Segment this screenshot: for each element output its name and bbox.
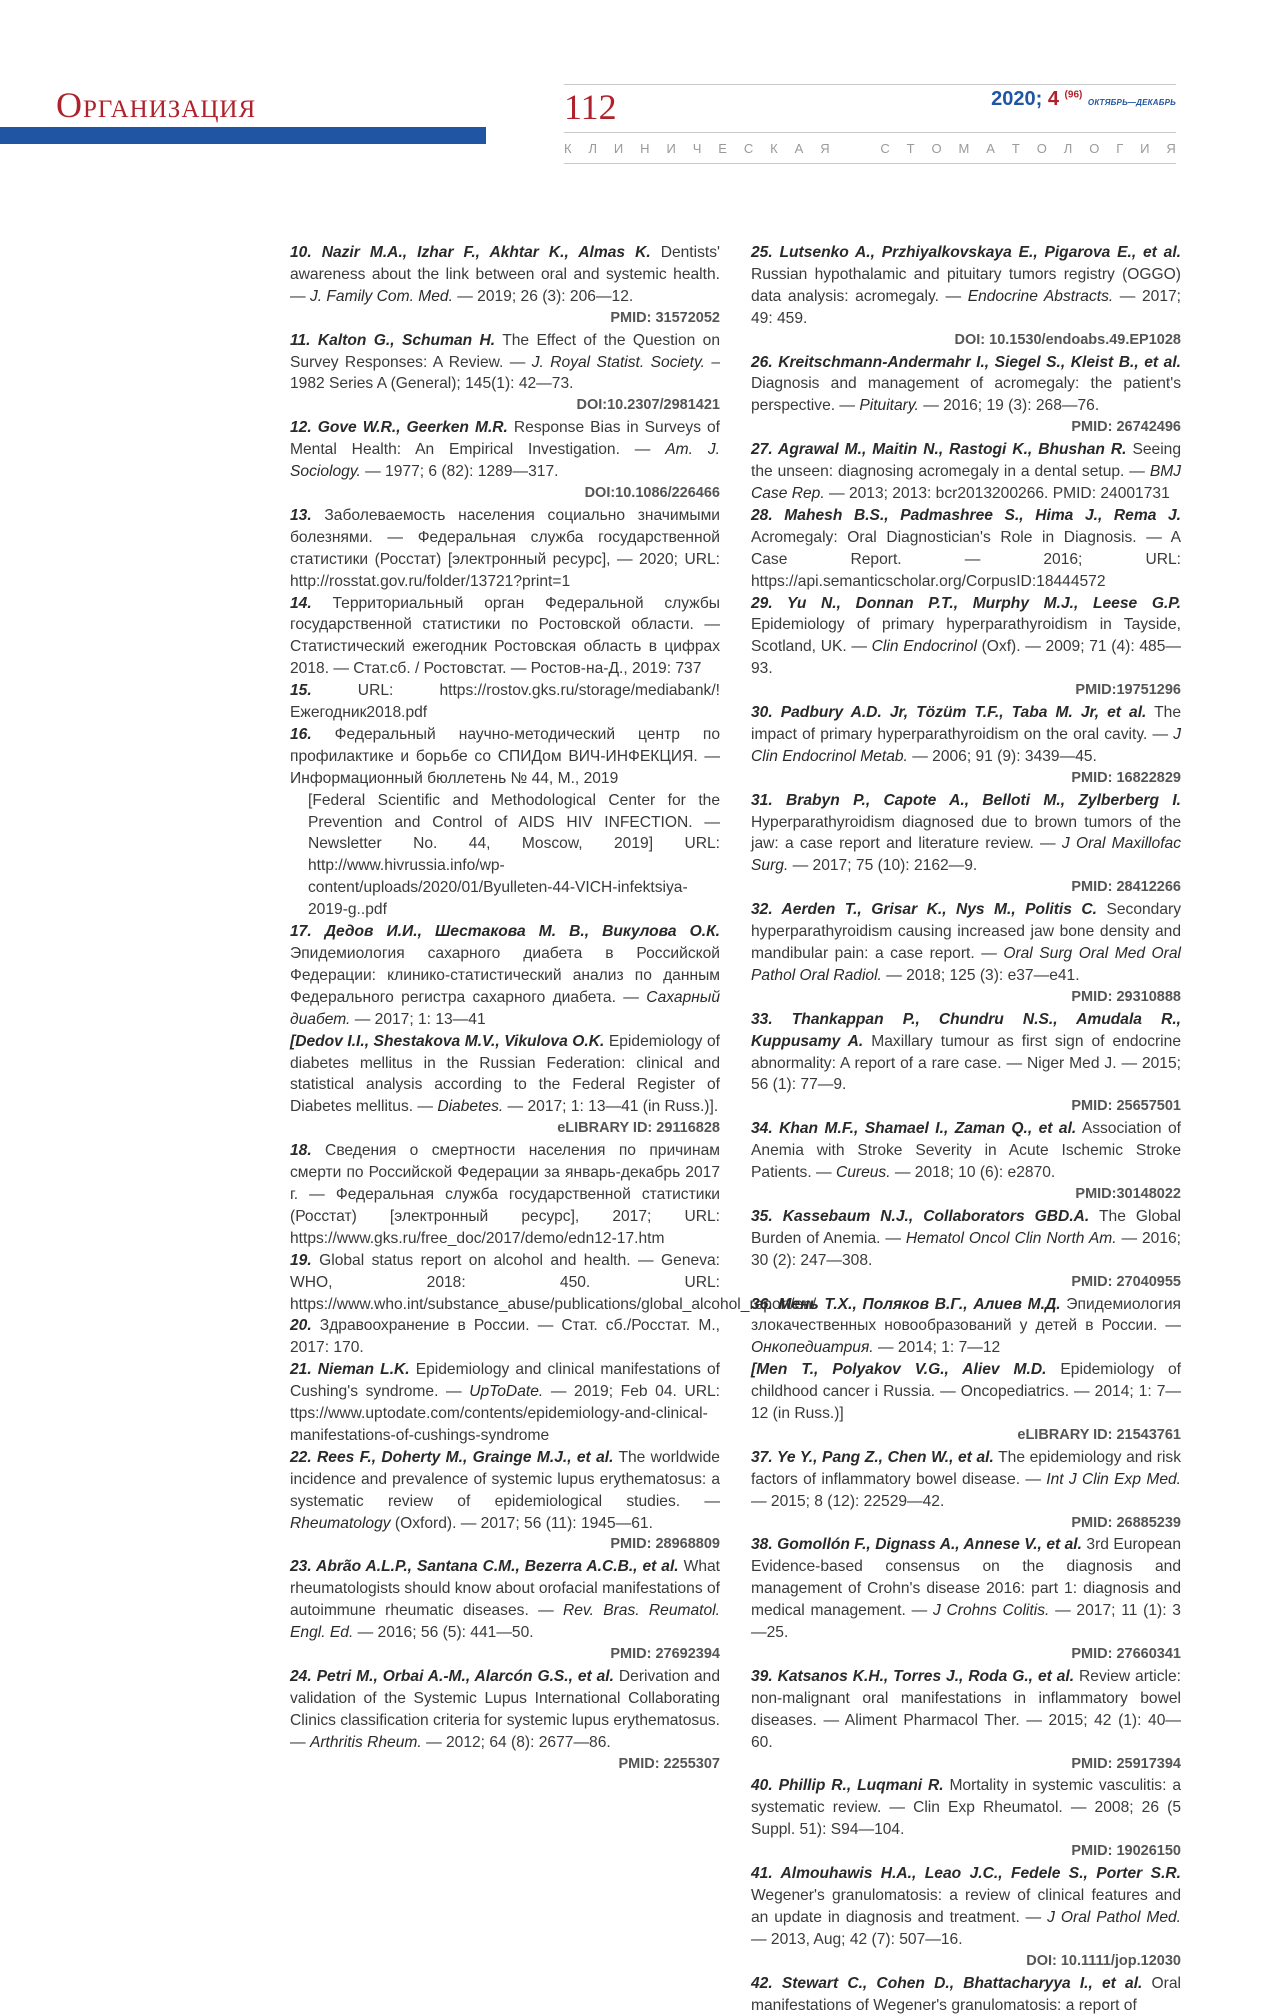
journal-name-letter: Л <box>1063 141 1073 156</box>
journal-name-letter: Л <box>588 141 598 156</box>
reference-text: Epidemiology of primary hyperparathyroidism in Tayside, Scotland, UK. — <box>751 616 1181 656</box>
reference-entry <box>290 1556 720 1644</box>
reference-identifier: PMID: 26742496 <box>1071 419 1181 436</box>
reference-entry <box>751 1863 1181 1951</box>
header-bottom-rule <box>564 163 1176 164</box>
reference-journal: Rev. Bras. Reumatol. Engl. Ed. <box>290 1602 720 1642</box>
reference-identifier: PMID: 27040955 <box>1071 1273 1181 1290</box>
reference-journal: Сахарный диабет. <box>290 988 720 1028</box>
reference-identifier: PMID: 28412266 <box>1071 879 1181 896</box>
reference-text: Global status report on alcohol and health. — Geneva: WHO, 2018: 450. URL: https://www.who.int/substance_abuse/publications/global_alcohol_report/en/ <box>290 1251 817 1313</box>
reference-text: The Effect of the Question on Survey Responses: A Review. — <box>290 331 721 371</box>
reference-entry <box>290 1031 720 1119</box>
journal-name-letter: Я <box>1166 141 1176 156</box>
reference-entry <box>290 1447 720 1535</box>
reference-entry <box>751 242 1181 330</box>
reference-authors: 24. Petri M., Orbai A.-M., Alarcón G.S., et al. <box>290 1667 614 1685</box>
reference-authors: 23. Abrão A.L.P., Santana C.M., Bezerra A.C.B., et al. <box>290 1558 679 1576</box>
journal-name-letter: Т <box>1011 141 1020 156</box>
reference-authors: 11. Kalton G., Schuman H. <box>290 331 496 349</box>
reference-entry <box>751 1973 1181 2016</box>
reference-authors: 22. Rees F., Doherty M., Grainge M.J., et al. <box>290 1448 614 1466</box>
reference-authors: 30. Padbury A.D. Jr, Tözüm T.F., Taba M. Jr, et al. <box>751 704 1147 722</box>
reference-authors: 31. Brabyn P., Capote A., Belloti M., Zylberberg I. <box>751 791 1181 809</box>
reference-citation: — 2016; 30 (2): 247—308. <box>751 1229 1182 1269</box>
reference-text: Acromegaly: Oral Diagnostician's Role in Diagnosis. — A Case Report. — 2016; URL: https://api.semanticscholar.org/CorpusID:18444572 <box>751 528 1181 590</box>
reference-entry <box>290 1315 720 1359</box>
reference-authors: 17. Дедов И.И., Шестакова М. В., Викулова О.К. <box>290 923 720 941</box>
reference-journal: Онкопедиатрия. <box>751 1339 874 1357</box>
journal-name-letter: О <box>1089 141 1100 156</box>
reference-journal: Pituitary. <box>859 397 919 415</box>
issue-total: (96) <box>1064 89 1083 101</box>
reference-journal: Oral Surg Oral Med Oral Pathol Oral Radiol. <box>751 945 1182 984</box>
reference-citation: — 2019; Feb 04. URL: ttps://www.uptodate.com/contents/epidemiology-and-clinical-manifestations-of-cushings-syndrome <box>290 1383 720 1444</box>
reference-authors: 20. <box>290 1317 312 1335</box>
reference-text: Hyperparathyroidism diagnosed due to brown tumors of the jaw: a case report and literature review. — <box>751 813 1181 853</box>
reference-citation: — 2019; 26 (3): 206—12. <box>452 287 634 305</box>
reference-entry <box>290 330 720 396</box>
reference-entry <box>751 1294 1181 1360</box>
reference-text: Здравоохранение в России. — Стат. сб./Росстат. М., 2017: 170. <box>290 1317 720 1357</box>
reference-identifier: PMID:30148022 <box>1075 1185 1181 1202</box>
reference-authors: 19. <box>290 1251 312 1269</box>
reference-identifier: DOI:10.1086/226466 <box>584 484 720 501</box>
reference-entry <box>751 1009 1181 1097</box>
reference-text: Эпидемиология сахарного диабета в Российской Федерации: клинико-статистический анализ по данным Федерального регистра сахарного диабета. — <box>290 945 720 1006</box>
reference-journal: UpToDate. <box>469 1383 544 1401</box>
reference-citation: — 2015; 8 (12): 22529—42. <box>751 1492 945 1510</box>
issue-info <box>991 88 1176 111</box>
reference-authors: 27. Agrawal M., Maitin N., Rastogi K., Bhushan R. <box>751 441 1127 459</box>
journal-name-letter: О <box>1036 141 1047 156</box>
reference-authors: 21. Nieman L.K. <box>290 1361 410 1379</box>
reference-authors: 29. Yu N., Donnan P.T., Murphy M.J., Leese G.P. <box>751 594 1181 612</box>
reference-entry <box>290 242 720 308</box>
reference-citation: — 2014; 1: 7—12 <box>873 1339 1001 1357</box>
reference-authors: 14. <box>290 594 312 612</box>
reference-citation: — 2006; 91 (9): 3439—45. <box>907 747 1097 765</box>
reference-citation: (Oxford). — 2017; 56 (11): 1945—61. <box>390 1514 653 1532</box>
reference-identifier: PMID: 25917394 <box>1071 1755 1181 1772</box>
reference-entry <box>290 921 720 1031</box>
reference-entry <box>751 352 1181 418</box>
reference-text: Федеральный научно-методический центр по профилактике и борьбе со СПИДом ВИЧ-ИНФЕКЦИЯ. — Информационный бюллетень № 44, М., 2019 <box>290 725 720 787</box>
reference-text: Diagnosis and management of acromegaly: the patient's perspective. — <box>751 375 1181 415</box>
issue-months: ОКТЯБРЬ—ДЕКАБРЬ <box>1087 98 1176 107</box>
reference-authors: 25. Lutsenko A., Przhiyalkovskaya E., Pigarova E., et al. <box>751 244 1181 261</box>
section-color-bar <box>0 127 486 144</box>
reference-citation: — 1977; 6 (82): 1289—317. <box>360 463 559 481</box>
reference-identifier: PMID: 16822829 <box>1071 769 1181 786</box>
reference-entry <box>751 1447 1181 1513</box>
reference-entry <box>290 1140 720 1250</box>
reference-citation: — 2017; 11 (1): 3—25. <box>751 1602 1181 1642</box>
reference-text: What rheumatologists should know about orofacial manifestations of autoimmune rheumatic diseases. — <box>290 1558 720 1620</box>
reference-authors: 38. Gomollón F., Dignass A., Annese V., et al. <box>751 1536 1082 1554</box>
reference-text: Wegener's granulomatosis: a review of clinical features and an update in diagnosis and treatment. — <box>751 1886 1181 1926</box>
reference-entry <box>290 505 720 593</box>
reference-text: Secondary hyperparathyroidism causing increased jaw bone density and mandibular pain: a case report. — <box>751 901 1182 962</box>
reference-entry <box>290 1359 720 1447</box>
reference-identifier: PMID: 27692394 <box>610 1646 720 1662</box>
journal-name-letter: М <box>958 141 970 156</box>
reference-identifier: PMID: 29310888 <box>1071 988 1181 1005</box>
reference-authors: 16. <box>290 725 312 743</box>
reference-citation: — 2017; 1: 13—41 (in Russ.)]. <box>503 1098 719 1116</box>
reference-authors: [Men T., Polyakov V.G., Aliev M.D. <box>751 1361 1047 1379</box>
reference-identifier: DOI:10.2307/2981421 <box>576 397 720 414</box>
reference-identifier: PMID: 26885239 <box>1071 1514 1181 1531</box>
reference-journal: Diabetes. <box>437 1098 504 1116</box>
reference-citation: — 2018; 125 (3): e37—e41. <box>881 966 1080 984</box>
reference-authors: 10. Nazir M.A., Izhar F., Akhtar K., Almas K. <box>290 244 651 261</box>
reference-entry <box>751 1666 1181 1754</box>
reference-entry <box>290 1666 720 1754</box>
reference-text: The epidemiology and risk factors of inflammatory bowel disease. — <box>751 1448 1181 1488</box>
reference-text: Epidemiology of diabetes mellitus in the Russian Federation: clinical and statistical analysis according to the Federal Register of Diabetes mellitus. — <box>290 1032 720 1116</box>
reference-citation: — 2017; 1: 13—41 <box>350 1010 486 1028</box>
reference-identifier: PMID: 31572052 <box>610 309 720 326</box>
reference-authors: 32. Aerden T., Grisar K., Nys M., Politis C. <box>751 901 1097 919</box>
reference-authors: 26. Kreitschmann-Andermahr I., Siegel S., Kleist B., et al. <box>751 353 1181 371</box>
reference-entry <box>751 1118 1181 1184</box>
reference-citation: — 2018; 10 (6): e2870. <box>890 1164 1056 1182</box>
reference-authors: 15. <box>290 682 312 700</box>
reference-journal: Cureus. <box>835 1164 891 1182</box>
reference-entry <box>290 790 720 921</box>
reference-authors: 12. Gove W.R., Geerken M.R. <box>290 419 508 437</box>
reference-journal: J Oral Maxillofac Surg. <box>751 835 1181 875</box>
journal-name-letter: О <box>931 141 942 156</box>
journal-name <box>564 141 1176 156</box>
reference-text: Сведения о смертности населения по причинам смерти по Российской Федерации за январь-декабрь 2017 г. — Федеральная служба государственной статистики (Росстат) [электронный ресурс], 2017; URL: https://www.gks.ru/free_doc/2017/demo/edn12-17.htm <box>290 1142 720 1247</box>
reference-journal: BMJ Case Rep. <box>751 463 1181 502</box>
reference-authors: 34. Khan M.F., Shamael I., Zaman Q., et al. <box>751 1120 1077 1138</box>
reference-entry <box>751 1775 1181 1841</box>
reference-text: Review article: non-malignant oral manifestations in inflammatory bowel diseases. — Aliment Pharmacol Ther. — 2015; 42 (1): 40—60. <box>751 1667 1181 1751</box>
journal-name-letter: Т <box>906 141 915 156</box>
reference-text: Maxillary tumour as first sign of endocrine abnormality: A report of a rare case. — Niger Med J. — 2015; 56 (1): 77—9. <box>751 1032 1181 1094</box>
page-number: 112 <box>564 87 617 127</box>
reference-identifier: DOI: 10.1530/endoabs.49.EP1028 <box>954 331 1181 348</box>
reference-citation: — 2017; 75 (10): 2162—9. <box>788 857 978 875</box>
reference-text: Epidemiology of childhood cancer i Russia. — Oncopediatrics. — 2014; 1: 7—12 (in Russ.)] <box>751 1361 1181 1423</box>
reference-authors: 40. Phillip R., Luqmani R. <box>751 1777 944 1795</box>
reference-text: Заболеваемость населения социально значимыми болезнями. — Федеральная служба государственной статистики (Росстат) [электронный ресурс], — 2020; URL: http://rosstat.gov.ru/folder/13721?print=1 <box>290 506 720 590</box>
reference-text: Association of Anemia with Stroke Severity in Acute Ischemic Stroke Patients. — <box>751 1120 1181 1182</box>
reference-text: Seeing the unseen: diagnosing acromegaly in a dental setup. — <box>751 441 1181 481</box>
reference-identifier: PMID:19751296 <box>1075 682 1181 699</box>
reference-text: Эпидемиология злокачественных новообразований у детей в России. — <box>751 1295 1181 1335</box>
reference-authors: 42. Stewart C., Cohen D., Bhattacharyya I., et al. <box>751 1974 1143 1992</box>
journal-name-letter: К <box>564 141 572 156</box>
reference-entry <box>751 439 1181 505</box>
reference-entry <box>290 417 720 483</box>
journal-name-letter: И <box>1140 141 1150 156</box>
reference-citation: — 2013; 2013: bcr2013200266. PMID: 24001731 <box>824 484 1170 502</box>
reference-text: Mortality in systemic vasculitis: a systematic review. — Clin Exp Rheumatol. — 2008; 26 (5 Suppl. 51): S94—104. <box>751 1777 1181 1839</box>
reference-identifier: PMID: 28968809 <box>610 1536 720 1553</box>
reference-journal: Hematol Oncol Clin North Am. <box>905 1229 1117 1247</box>
journal-name-letter: Н <box>640 141 650 156</box>
reference-text: Территориальный орган Федеральной службы государственной статистики по Ростовской области. — Статистический ежегодник Ростовская область в цифрах 2018. — Стат.сб. / Ростовстат. — Ростов-на-Д., 2019: 737 <box>290 594 720 678</box>
reference-journal: J. Family Com. Med. <box>309 287 453 305</box>
reference-text: The worldwide incidence and prevalence of systemic lupus erythematosus: a systematic review of epidemiological studies. — <box>290 1448 720 1510</box>
reference-entry <box>751 1206 1181 1272</box>
reference-authors: 37. Ye Y., Pang Z., Chen W., et al. <box>751 1448 994 1466</box>
reference-citation: — 2016; 56 (5): 441—50. <box>353 1624 534 1642</box>
reference-authors: 33. Thankappan P., Chundru N.S., Amudala R., Kuppusamy A. <box>751 1010 1181 1050</box>
reference-text: Derivation and validation of the Systemic Lupus International Collaborating Clinics classification criteria for systemic lupus erythematosus. — <box>290 1667 720 1751</box>
reference-authors: 13. <box>290 506 312 524</box>
journal-name-letter: И <box>613 141 624 156</box>
reference-text: Response Bias in Surveys of Mental Health: An Empirical Investigation. — <box>290 419 721 459</box>
reference-citation: – 1982 Series A (General); 145(1): 42—73. <box>290 353 720 393</box>
journal-name-letter: Я <box>820 141 830 156</box>
reference-journal: Am. J. Sociology. <box>290 441 720 481</box>
reference-identifier: PMID: 2255307 <box>618 1755 720 1772</box>
reference-entry <box>751 1534 1181 1644</box>
references-right-column <box>751 242 1181 2016</box>
reference-citation: — 2016; 19 (3): 268—76. <box>918 397 1100 415</box>
reference-journal: Int J Clin Exp Med. <box>1046 1470 1181 1488</box>
reference-identifier: PMID: 25657501 <box>1071 1098 1181 1115</box>
reference-entry <box>751 790 1181 878</box>
reference-identifier: DOI: 10.1111/jop.12030 <box>1026 1952 1181 1969</box>
reference-text: Epidemiology and clinical manifestations of Cushing's syndrome. — <box>290 1361 720 1401</box>
reference-entry <box>751 702 1181 768</box>
reference-journal: Endocrine Abstracts. <box>967 287 1114 305</box>
reference-text: The Global Burden of Anemia. — <box>751 1207 1181 1247</box>
reference-entry <box>290 1250 817 1316</box>
reference-authors: 39. Katsanos K.H., Torres J., Roda G., et al. <box>751 1667 1075 1685</box>
reference-text: 3rd European Evidence-based consensus on the diagnosis and management of Crohn's disease 2016: part 1: diagnosis and medical management. — <box>751 1536 1182 1620</box>
reference-identifier: PMID: 19026150 <box>1071 1843 1181 1860</box>
journal-name-letter: С <box>880 141 890 156</box>
journal-name-letter: К <box>770 141 778 156</box>
reference-entry <box>290 593 720 681</box>
reference-entry <box>751 505 1181 593</box>
reference-text: The impact of primary hyperparathyroidism on the oral cavity. — <box>751 704 1181 743</box>
journal-name-letter: Г <box>1116 141 1124 156</box>
header-top-rule <box>564 84 1176 85</box>
issue-number: 4 <box>1047 88 1059 110</box>
reference-text: Russian hypothalamic and pituitary tumors registry (OGGO) data analysis: acromegaly. — <box>751 265 1181 305</box>
journal-name-letter: А <box>794 141 804 156</box>
reference-authors: [Dedov I.I., Shestakova M.V., Vikulova O.K. <box>290 1032 605 1050</box>
reference-authors: 28. Mahesh B.S., Padmashree S., Hima J., Rema J. <box>751 506 1181 524</box>
reference-citation: (Oxf). — 2009; 71 (4): 485—93. <box>751 638 1181 678</box>
reference-authors: 18. <box>290 1142 312 1160</box>
reference-authors: 35. Kassebaum N.J., Collaborators GBD.A. <box>751 1207 1090 1225</box>
reference-text: Dentists' awareness about the link between oral and systemic health. — <box>290 244 721 305</box>
header-mid-rule <box>564 132 1176 133</box>
reference-entry <box>290 724 720 790</box>
reference-journal: Arthritis Rheum. <box>309 1733 422 1751</box>
journal-name-letter: С <box>743 141 754 156</box>
journal-name-letter: И <box>666 141 676 156</box>
reference-journal: J. Royal Statist. Society. <box>531 353 705 371</box>
reference-text: Oral manifestations of Wegener's granulomatosis: a report of <box>751 1974 1181 2014</box>
reference-journal: J Clin Endocrinol Metab. <box>751 725 1181 765</box>
journal-name-letter: А <box>986 141 995 156</box>
reference-journal: J Oral Pathol Med. <box>1047 1908 1182 1926</box>
reference-entry <box>751 1359 1181 1425</box>
reference-text: URL: https://rostov.gks.ru/storage/mediabank/!Ежегодник2018.pdf <box>290 682 720 722</box>
journal-name-letter: Ч <box>692 141 702 156</box>
reference-authors: 36. Мень Т.Х., Поляков В.Г., Алиев М.Д. <box>751 1295 1061 1313</box>
reference-entry <box>751 899 1181 987</box>
section-title: Организация <box>56 85 257 125</box>
reference-identifier: eLIBRARY ID: 29116828 <box>557 1120 720 1137</box>
reference-journal: Clin Endocrinol <box>871 638 977 656</box>
reference-entry <box>290 680 720 724</box>
reference-journal: Rheumatology <box>290 1514 391 1532</box>
reference-text: [Federal Scientific and Methodological Center for the Prevention and Control of AIDS HIV INFECTION. — Newsletter No. 44, Moscow, 2019] URL: http://www.hivrussia.info/wp-content/uploads/2020/01/Byulleten-44-VICH-infektsiya-2019-g..pdf <box>308 791 720 919</box>
issue-year: 2020; <box>991 88 1043 110</box>
reference-entry <box>751 593 1181 681</box>
reference-citation: — 2013, Aug; 42 (7): 507—16. <box>751 1930 963 1948</box>
journal-name-letter: Е <box>718 141 727 156</box>
reference-journal: J Crohns Colitis. <box>932 1602 1050 1620</box>
reference-citation: — 2017; 49: 459. <box>751 287 1181 327</box>
reference-identifier: PMID: 27660341 <box>1071 1646 1181 1662</box>
reference-identifier: eLIBRARY ID: 21543761 <box>1017 1426 1181 1443</box>
reference-citation: — 2012; 64 (8): 2677—86. <box>421 1733 611 1751</box>
reference-authors: 41. Almouhawis H.A., Leao J.C., Fedele S., Porter S.R. <box>751 1865 1181 1883</box>
